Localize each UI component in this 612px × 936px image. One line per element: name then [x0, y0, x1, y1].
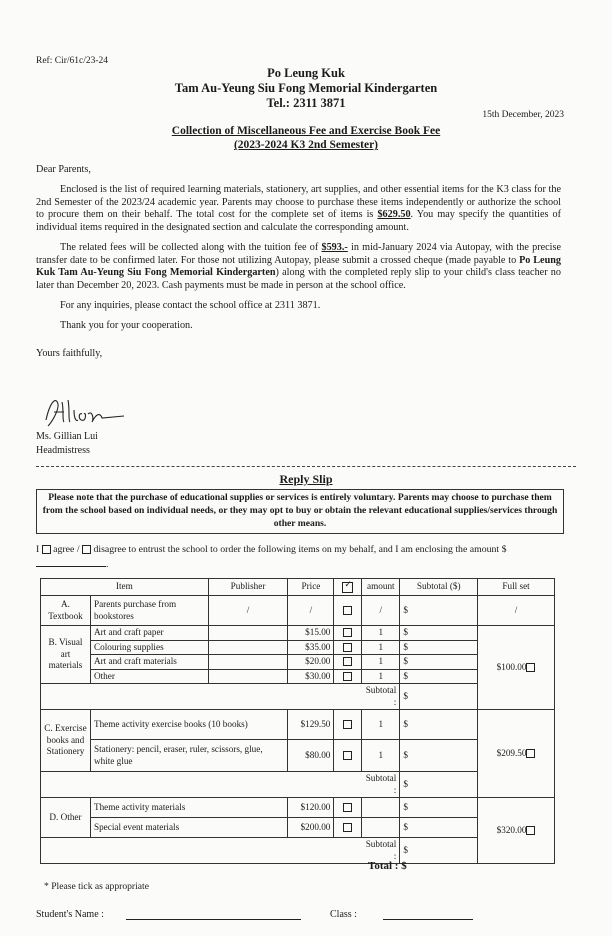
subtotal-value: $: [400, 772, 478, 798]
agree-label: agree /: [53, 544, 80, 555]
subtotal-row: [41, 684, 555, 710]
p2-text-b: in mid-January 2024 via Autopay, with the precise transfer date to be confirmed later. For those not utilizing Autopay, please submit a crossed cheque (made payable to: [36, 241, 561, 266]
letter-date: 15th December, 2023: [482, 110, 564, 120]
agree-prefix: I: [36, 544, 40, 555]
cut-line: [36, 466, 576, 467]
voluntary-notice: Please note that the purchase of educational supplies or services is entirely voluntary. Parents may choose to purchase them from the school based on individual needs, or they may opt to buy or obtain the relevant educational supplies/services through other means.: [36, 489, 564, 534]
tick-cell: [334, 596, 362, 626]
tick-checkbox[interactable]: [343, 823, 352, 832]
table-row: [41, 640, 555, 655]
subtotal-row: [41, 772, 555, 798]
price-cell: $80.00: [288, 740, 334, 772]
col-publisher: Publisher: [208, 579, 288, 596]
tick-checkbox[interactable]: [343, 628, 352, 637]
p1-text-b: . You may specify the quantities of individual items required in the designated section and calculate the corresponding amount.: [36, 209, 561, 233]
tick-cell: [334, 798, 362, 818]
tick-cell: [334, 640, 362, 655]
item-cell: Art and craft paper: [90, 626, 208, 641]
amount-cell: /: [362, 596, 400, 626]
col-amount: amount: [362, 579, 400, 596]
subtotal-label: Subtotal :: [362, 684, 400, 710]
subtotal-value: $: [400, 684, 478, 710]
subtotal-cell: $: [400, 669, 478, 684]
fullset-checkbox[interactable]: [526, 663, 535, 672]
amount-cell[interactable]: 1: [362, 626, 400, 641]
signer-title: Headmistress: [36, 444, 90, 456]
subtotal-value: $: [400, 838, 478, 864]
tick-header-icon: [342, 582, 353, 593]
price-cell: $129.50: [288, 710, 334, 740]
class-field[interactable]: [383, 919, 473, 920]
fullset-checkbox[interactable]: [526, 749, 535, 758]
price-cell: $15.00: [288, 626, 334, 641]
publisher-cell: [208, 669, 288, 684]
subtotal-cell: $: [400, 640, 478, 655]
p2-text-a: The related fees will be collected along with the tuition fee of: [60, 241, 322, 253]
item-cell: Special event materials: [90, 818, 287, 838]
fullset-price: $100.00: [496, 661, 527, 672]
table-row: [41, 710, 555, 740]
agree-end: .: [106, 558, 109, 570]
item-cell: Theme activity materials: [90, 798, 287, 818]
table-header-row: [41, 579, 555, 596]
tick-checkbox[interactable]: [343, 606, 352, 615]
tick-checkbox[interactable]: [343, 720, 352, 729]
tick-checkbox[interactable]: [343, 803, 352, 812]
tick-cell: [334, 669, 362, 684]
grand-total: Total : $: [368, 860, 407, 872]
letterhead: [0, 66, 612, 111]
p1-text-a: Enclosed is the list of required learning materials, stationery, art supplies, and other essential items for the K3 class for the 2nd Semester of the 2023/24 academic year. Parents may choose to purchase these items independently or authorize the school to procure them on their behalf. The total cost for the complete set of items is: [36, 183, 561, 221]
title-line-1: Collection of Miscellaneous Fee and Exercise Book Fee: [171, 125, 441, 137]
paragraph-4: Thank you for your cooperation.: [60, 319, 193, 331]
table-row: [41, 626, 555, 641]
subtotal-cell: $: [400, 798, 478, 818]
fullset-cell-c: [478, 710, 555, 798]
salutation: Dear Parents,: [36, 164, 91, 175]
subtotal-cell: $: [400, 818, 478, 838]
publisher-cell: [208, 640, 288, 655]
amount-cell[interactable]: 1: [362, 655, 400, 670]
subtotal-label: Subtotal :: [362, 772, 400, 798]
disagree-checkbox[interactable]: [82, 545, 91, 554]
org-name: Po Leung Kuk: [267, 66, 345, 80]
col-fullset: Full set: [478, 579, 555, 596]
tick-checkbox[interactable]: [343, 643, 352, 652]
tick-cell: [334, 655, 362, 670]
publisher-cell: [208, 655, 288, 670]
price-cell: $30.00: [288, 669, 334, 684]
tick-cell: [334, 626, 362, 641]
publisher-cell: /: [208, 596, 288, 626]
tick-cell: [334, 818, 362, 838]
table-row: [41, 798, 555, 818]
subtotal-cell: $: [400, 596, 478, 626]
signer-block: [36, 430, 98, 457]
agreement-statement: [36, 543, 556, 571]
agree-text: disagree to entrust the school to order the following items on my behalf, and I am enclosing the amount $: [93, 544, 507, 555]
signature-image: [40, 392, 130, 432]
price-cell: $20.00: [288, 655, 334, 670]
price-cell: $120.00: [288, 798, 334, 818]
col-price: Price: [288, 579, 334, 596]
fee-table: [40, 578, 555, 864]
cheque-payee: Po Leung Kuk Tam Au-Yeung Siu Fong Memorial Kindergarten: [36, 254, 561, 279]
tick-checkbox[interactable]: [343, 657, 352, 666]
amount-cell[interactable]: [362, 818, 400, 838]
student-name-field[interactable]: [126, 919, 301, 920]
item-cell: Stationery: pencil, eraser, ruler, scissors, glue, white glue: [90, 740, 287, 772]
letter-body: [36, 164, 561, 361]
group-label-c: C. Exercise books and Stationery: [41, 710, 91, 772]
reference-number: Ref: Cir/61c/23-24: [36, 56, 109, 66]
fullset-cell: /: [478, 596, 555, 626]
subtotal-row: [41, 838, 555, 864]
tick-note: * Please tick as appropriate: [44, 881, 149, 892]
signer-name: Ms. Gillian Lui: [36, 431, 98, 442]
amount-cell[interactable]: [362, 798, 400, 818]
item-cell: Other: [90, 669, 208, 684]
group-label-d: D. Other: [41, 798, 91, 838]
subtotal-cell: $: [400, 626, 478, 641]
subtotal-cell: $: [400, 655, 478, 670]
table-row: [41, 596, 555, 626]
subtotal-cell: $: [400, 710, 478, 740]
item-cell: Theme activity exercise books (10 books): [90, 710, 287, 740]
item-cell: Art and craft materials: [90, 655, 208, 670]
tick-checkbox[interactable]: [343, 672, 352, 681]
amount-cell[interactable]: 1: [362, 710, 400, 740]
tick-cell: [334, 710, 362, 740]
amount-field[interactable]: [36, 557, 106, 567]
fullset-cell-d: [478, 798, 555, 864]
publisher-cell: [208, 626, 288, 641]
table-row: [41, 740, 555, 772]
item-cell: Parents purchase from bookstores: [90, 596, 208, 626]
paragraph-3: For any inquiries, please contact the school office at 2311 3871.: [60, 299, 321, 311]
amount-cell[interactable]: 1: [362, 740, 400, 772]
group-label-a: A. Textbook: [41, 596, 91, 626]
tuition-fee-amount: $593.-: [321, 241, 348, 253]
student-name-label: Student's Name :: [36, 909, 104, 920]
agree-checkbox[interactable]: [42, 545, 51, 554]
fullset-price: $209.50: [496, 747, 527, 758]
group-label-b: B. Visual art materials: [41, 626, 91, 684]
closing: Yours faithfully,: [36, 348, 103, 360]
amount-cell[interactable]: 1: [362, 640, 400, 655]
school-phone: Tel.: 2311 3871: [266, 96, 346, 110]
total-cost-amount: $629.50: [377, 209, 411, 221]
item-cell: Colouring supplies: [90, 640, 208, 655]
col-subtotal: Subtotal ($): [400, 579, 478, 596]
letter-title: [0, 124, 612, 153]
col-tick: [334, 579, 362, 596]
fullset-checkbox[interactable]: [526, 826, 535, 835]
class-label: Class :: [330, 909, 357, 920]
tick-checkbox[interactable]: [343, 751, 352, 760]
subtotal-label: Subtotal :: [362, 838, 400, 864]
price-cell: /: [288, 596, 334, 626]
school-name: Tam Au-Yeung Siu Fong Memorial Kindergarten: [174, 81, 438, 95]
table-row: [41, 669, 555, 684]
reply-slip-title: Reply Slip: [279, 472, 333, 486]
price-cell: $35.00: [288, 640, 334, 655]
p2-text-c: ) along with the completed reply slip to your child's class teacher no later than December 20, 2023. Cash payments must be made in person at the school office.: [36, 267, 561, 291]
paragraph-1: [36, 184, 561, 235]
fullset-cell-b: [478, 626, 555, 710]
tick-cell: [334, 740, 362, 772]
amount-cell[interactable]: 1: [362, 669, 400, 684]
title-line-2: (2023-2024 K3 2nd Semester): [233, 139, 379, 152]
table-row: [41, 655, 555, 670]
col-item: Item: [41, 579, 209, 596]
fullset-price: $320.00: [496, 824, 527, 835]
table-row: [41, 818, 555, 838]
price-cell: $200.00: [288, 818, 334, 838]
subtotal-cell: $: [400, 740, 478, 772]
paragraph-2: [36, 242, 561, 293]
